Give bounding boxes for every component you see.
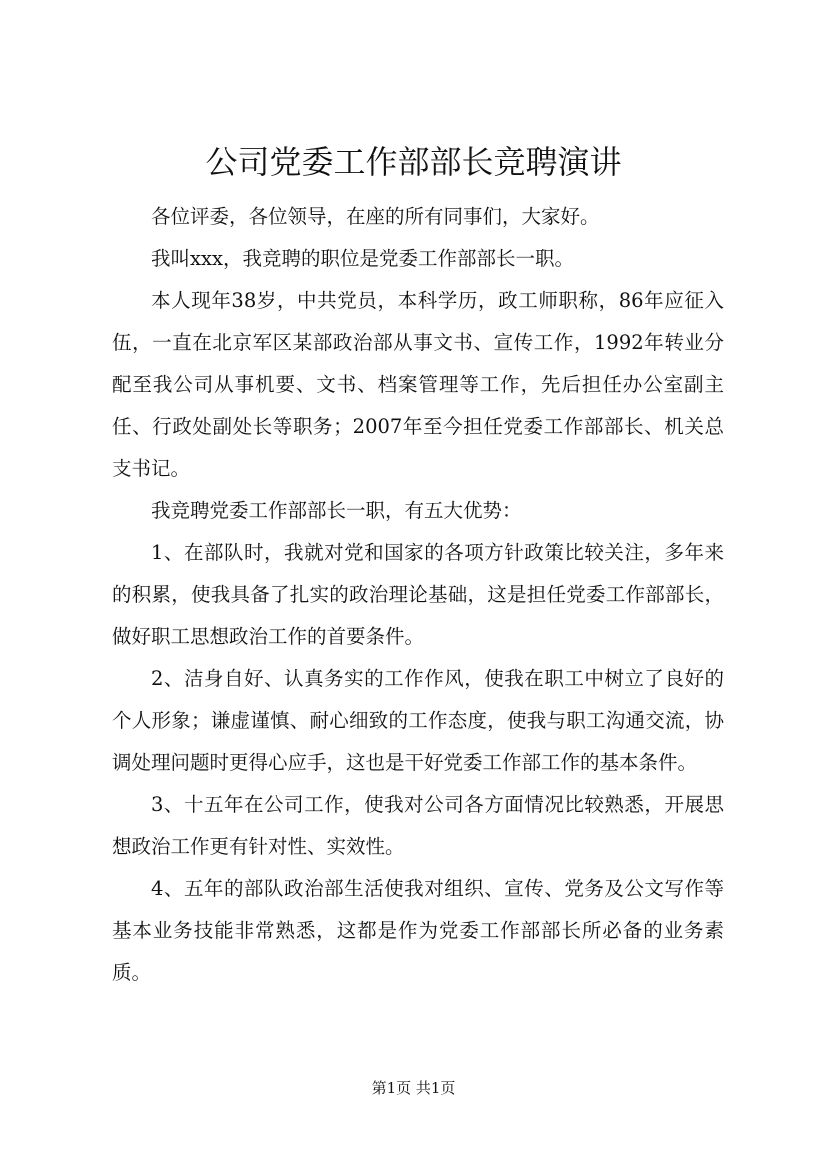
paragraph-greeting: 各位评委，各位领导，在座的所有同事们，大家好。 [151,205,600,228]
paragraph-advantage-1: 1、在部队时，我就对党和国家的各项方针政策比较关注，多年来的积累，使我具备了扎实的政治理论基础，这是担任党委工作部部长，做好职工思想政治工作的首要条件。 [112,541,724,648]
paragraph-advantage-3: 3、十五年在公司工作，使我对公司各方面情况比较熟悉，开展思想政治工作更有针对性、实效性。 [112,793,724,858]
document-body [112,196,724,994]
paragraph-advantage-4: 4、五年的部队政治部生活使我对组织、宣传、党务及公文写作等基本业务技能非常熟悉，这都是作为党委工作部部长所必备的业务素质。 [112,877,724,984]
paragraph-introduction: 我叫xxx，我竞聘的职位是党委工作部部长一职。 [151,247,574,270]
page-footer: 第1页 共1页 [371,1079,456,1097]
paragraph-advantage-2: 2、洁身自好、认真务实的工作作风，使我在职工中树立了良好的个人形象；谦虚谨慎、耐心细致的工作态度，使我与职工沟通交流，协调处理问题时更得心应手，这也是干好党委工作部工作的基本条件。 [112,667,724,774]
paragraph-advantages-intro: 我竞聘党委工作部部长一职，有五大优势： [151,499,522,522]
document-title: 公司党委工作部部长竞聘演讲 [205,143,622,181]
paragraph-background: 本人现年38岁，中共党员，本科学历，政工师职称，86年应征入伍，一直在北京军区某部政治部从事文书、宣传工作，1992年转业分配至我公司从事机要、文书、档案管理等工作，先后担任办公室副主任、行政处副处长等职务；2007年至今担任党委工作部部长、机关总支书记。 [112,289,724,480]
